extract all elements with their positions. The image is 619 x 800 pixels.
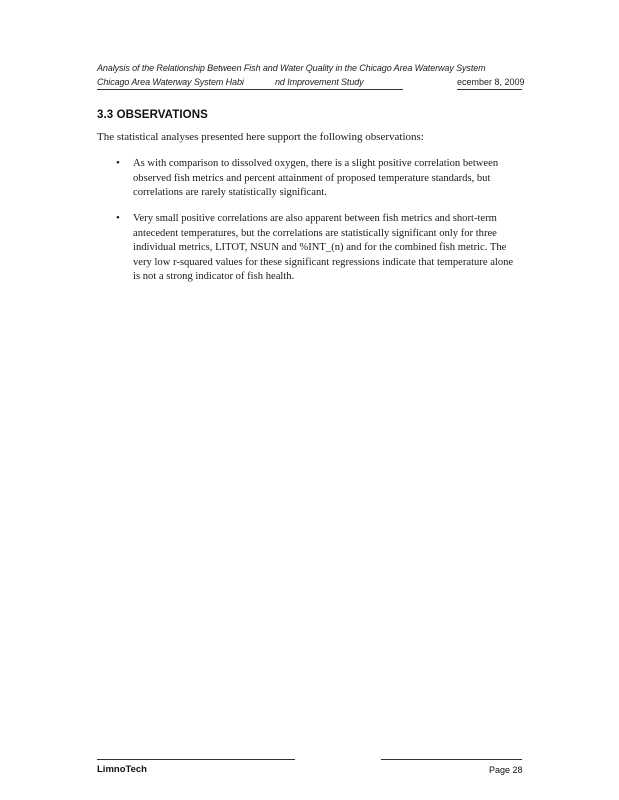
- header-study-name-part1: Chicago Area Waterway System Habi: [97, 77, 244, 87]
- footer-rule-left: [97, 759, 295, 760]
- bullet-marker: •: [116, 212, 120, 224]
- footer-page-number: Page 28: [489, 765, 523, 775]
- header-date: ecember 8, 2009: [457, 77, 525, 87]
- header-report-title: Analysis of the Relationship Between Fish and Water Quality in the Chicago Area Waterway System: [97, 63, 486, 73]
- header-rule-left: [97, 89, 403, 90]
- section-heading: 3.3 OBSERVATIONS: [97, 109, 208, 121]
- bullet-marker: •: [116, 157, 120, 169]
- intro-paragraph: The statistical analyses presented here support the following observations:: [97, 131, 424, 143]
- observation-bullet-1: As with comparison to dissolved oxygen, there is a slight positive correlation between observed fish metrics and percent attainment of proposed temperature standards, but correlations are rarely statistically significant.: [133, 158, 499, 199]
- observation-bullet-2: Very small positive correlations are also apparent between fish metrics and short-term antecedent temperatures, but the correlations are statistically significant only for three individual metrics, LITOT, NSUN and %INT_(n) and for the combined fish metric. The very low r-squared values for these significant regressions indicate that temperature alone is not a strong indicator of fish health.: [133, 213, 514, 283]
- footer-organization: LimnoTech: [97, 764, 147, 775]
- header-study-name-part2: nd Improvement Study: [275, 77, 364, 87]
- header-rule-right: [457, 89, 522, 90]
- footer-rule-right: [381, 759, 522, 760]
